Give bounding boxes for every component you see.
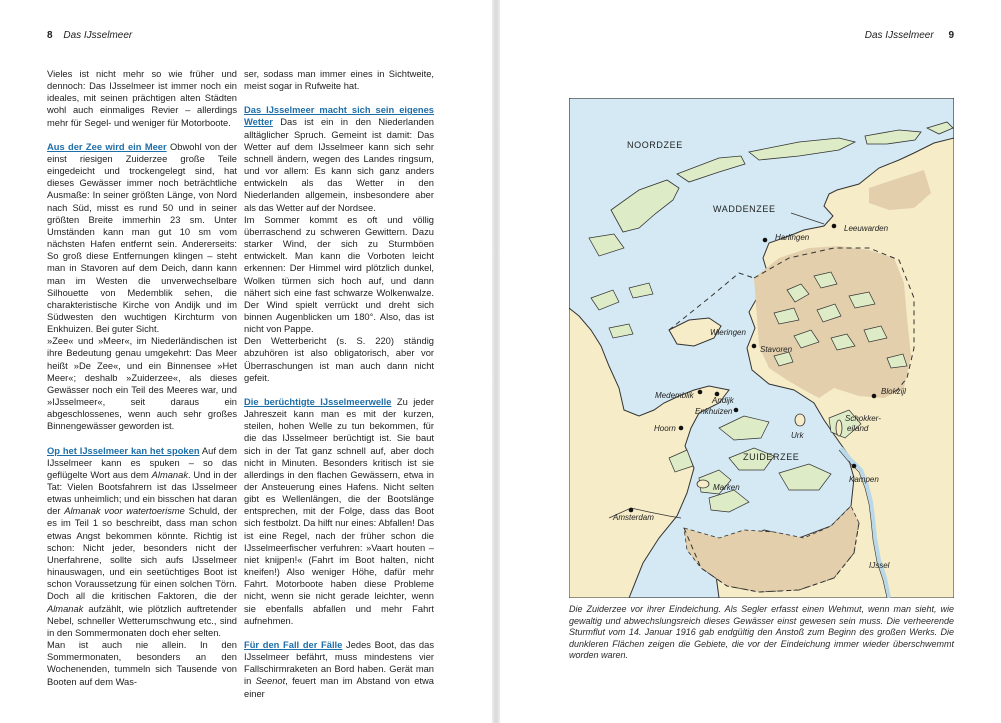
page-number-left: 8 xyxy=(47,30,53,41)
town-marker-enkhuizen xyxy=(734,408,739,413)
map-label-schokkereiland-2: eiland xyxy=(847,424,869,433)
italic-text: Almanak voor watertoerisme xyxy=(64,506,185,517)
paragraph xyxy=(244,639,434,700)
section-heading: Für den Fall der Fälle xyxy=(244,639,343,650)
map-label-schokkereiland-1: Schokker- xyxy=(845,414,881,423)
map-label-blokzijl: Blokzijl xyxy=(881,387,906,396)
page-number-right: 9 xyxy=(948,30,954,41)
town-marker-leeuwarden xyxy=(832,224,837,229)
map-label-waddenzee: WADDENZEE xyxy=(713,204,776,214)
map-label-wieringen: Wieringen xyxy=(710,328,746,337)
paragraph-text: aufzählt, wie plötzlich auftretender Nebel, schneller Wetterumschwung etc., sind in den Sommermonaten doch eher selten. xyxy=(47,603,237,638)
town-marker-hoorn xyxy=(679,426,684,431)
book-gutter xyxy=(492,0,500,723)
map-label-stavoren: Stavoren xyxy=(760,345,793,354)
paragraph-text: Auf dem IJsselmeer kann es spuken – so das geflügelte Wort aus dem xyxy=(47,445,237,480)
section-heading: Die berüchtigte IJsselmeerwelle xyxy=(244,396,392,407)
paragraph: Im Sommer kommt es oft und völlig überraschend zu schweren Gewittern. Dazu starker Wind, der sich zu Sturmböen entwickelt. Man kann die Vorboten leicht erkennen: Der Himmel wird plötzlich dunkel, Wolken türmen sich hoch auf, und dann nähert sich eine fast schwarze Wolkenwalze. Der Wind spielt verrückt und dreht sich binnen Augenblicken um 180°. Also, das ist nicht von Pappe. xyxy=(244,214,434,335)
map-label-kampen: Kampen xyxy=(849,475,879,484)
town-marker-kampen xyxy=(852,464,857,469)
paragraph-text: , feuert man im Abstand von etwa einer xyxy=(244,676,434,699)
map-label-medemblik: Medemblik xyxy=(655,391,694,400)
paragraph xyxy=(47,141,237,336)
map-label-zuiderzee: ZUIDERZEE xyxy=(743,452,800,462)
running-title-left: Das IJsselmeer xyxy=(63,30,133,41)
town-marker-blokzijl xyxy=(872,394,877,399)
right-page xyxy=(500,0,1001,723)
paragraph-text: Zu jeder Jahreszeit kann man es mit der kurzen, steilen, hohen Welle zu tun bekommen, für die das IJsselmeer berüchtigt ist. Sie baut sich in der Tat ganz schnell auf, aber doch nicht in Minuten. Besonders kritisch ist sie allerdings in den flachen Gewässern, etwa in der Ansteuerung eines Hafens. Nicht selten gibt es Wellenlängen, die der Bootslänge entsprechen, mit der Folge, dass das Boot sich festbolzt. Da hilft nur eines: Abfallen! Das ist eine Regel, nach der früher schon die IJsselmeerfischer verfuhren: »Vaart houten – niet knijpen!« (Fahrt im Boot halten, nicht kneifen!) Also weniger Höhe, dafür mehr Fahrt. Motorboote haben diese Probleme nicht, wenn sie nicht gerade leichter, wenn sie ebenfalls abfallen und mehr Fahrt aufnehmen. xyxy=(244,396,434,626)
map-label-ijssel: IJssel xyxy=(869,561,890,570)
italic-text: Almanak xyxy=(151,469,188,480)
section-heading: Op het IJsselmeer kan het spoken xyxy=(47,445,200,456)
zuiderzee-map xyxy=(569,98,954,598)
map-label-enkhuizen: Enkhuizen xyxy=(695,407,733,416)
paragraph-text: Obwohl von der einst riesigen Zuiderzee große Teile eingedeicht und trockengelegt sind, hat dieses Gewässer immer noch beträchtliche Ausmaße: In seiner größten Länge, von Nord nach Süd, misst es rund 50 und in seiner größten Breite immerhin 23 sm. Unter Umständen kann man gut 10 sm vom nächsten Hafen entfernt sein. Andererseits: So groß diese Entfernungen klingen – steht man in Stavoren auf dem Deich, dann kann man im Westen die unverwechselbare Silhouette von Medemblik sehen, die charakteristische Kirche von Andijk und im Südwesten den wuchtigen Kirchturm von Enkhuizen. Bei guter Sicht. xyxy=(47,141,237,335)
running-head-right xyxy=(865,30,954,41)
paragraph: Den Wetterbericht (s. S. 220) ständig abzuhören ist also obligatorisch, aber vor Überraschungen ist man auch dann nicht gefeit. xyxy=(244,336,434,383)
italic-text: Almanak xyxy=(47,603,84,614)
town-marker-amsterdam xyxy=(629,508,634,513)
running-title-right: Das IJsselmeer xyxy=(864,30,934,41)
section-heading: Das IJsselmeer macht sich sein eigenes Wetter xyxy=(244,105,434,128)
paragraph: Man ist auch nie allein. In den Sommermonaten, besonders an den Wochenenden, tummeln sich Tausende von Booten auf dem Was- xyxy=(47,640,237,687)
map-island-marken xyxy=(697,480,709,488)
map-label-leeuwarden: Leeuwarden xyxy=(844,224,889,233)
town-marker-harlingen xyxy=(763,238,768,243)
paragraph-text: . Und in der Tat: Vielen Bootsfahrern ist das IJsselmeer etwas unheimlich; und ein bisschen hat daran der xyxy=(47,469,237,517)
map-label-amsterdam: Amsterdam xyxy=(613,513,654,522)
section-heading: Aus der Zee wird ein Meer xyxy=(47,141,167,152)
paragraph: Vieles ist nicht mehr so wie früher und dennoch: Das IJsselmeer ist immer noch ein ideales, mit seinen prächtigen alten Städten wohl auch einmaliges Revier – allerdings mehr für Segel- und weniger für Motorboote. xyxy=(47,69,237,128)
paragraph-text: Schuld, der es im Teil 1 so beschreibt, dass man schon etwas Angst bekommen könnte. Richtig ist schon: Nicht jeder, besonders nicht der Unerfahrene, sollte sich aufs IJsselmeer hinauswagen, und ein seetüchtiges Boot ist schon Voraussetzung für einen solchen Törn. Doch all die kritischen Faktoren, die der xyxy=(47,506,237,602)
map-label-hoorn: Hoorn xyxy=(654,424,676,433)
paragraph-text: Das ist ein in den Niederlanden alltäglicher Spruch. Gemeint ist damit: Das Wetter auf dem IJsselmeer kann sich sehr schnell ändern, wegen des Landes ringsum, und vor allem: Es kann sich ganz anders entwickeln als das Wetter in den Niederlanden allgemein, insbesondere aber als das Wetter auf der Nordsee. xyxy=(244,117,434,213)
left-page xyxy=(0,0,492,723)
text-column-2 xyxy=(244,68,434,700)
town-marker-stavoren xyxy=(752,344,757,349)
paragraph: ser, sodass man immer eines in Sichtweite, meist sogar in Rufweite hat. xyxy=(244,69,434,92)
map-island-schokkereiland xyxy=(836,420,842,436)
paragraph xyxy=(47,445,237,640)
text-column-1 xyxy=(47,68,237,688)
paragraph xyxy=(244,396,434,627)
paragraph-text: Jedes Boot, das das IJsselmeer befährt, muss mindestens vier Fallschirmraketen an Bord haben. Gerät man in xyxy=(244,639,434,687)
map-label-harlingen: Harlingen xyxy=(775,233,810,242)
paragraph: »Zee« und »Meer«, im Niederländischen ist ihre Bedeutung genau umgekehrt: Das Meer heißt »De Zee«, und ein Binnensee »Het Meer«; deshalb »Zuiderzee«, als dieses Gewässer noch ein Teil des Meeres war, und »IJsselmeer«, seit daraus ein abgeschlossenes, wenn auch sehr großes Binnengewässer geworden ist. xyxy=(47,336,237,432)
map-label-marken: Marken xyxy=(713,483,740,492)
map-island-urk xyxy=(795,414,805,426)
italic-text: Seenot xyxy=(255,676,286,687)
map-label-andijk: Andijk xyxy=(712,396,734,405)
map-label-urk: Urk xyxy=(791,431,804,440)
running-head-left xyxy=(47,30,132,41)
town-marker-medemblik xyxy=(698,390,703,395)
paragraph xyxy=(244,104,434,213)
map-caption: Die Zuiderzee vor ihrer Eindeichung. Als Segler erfasst einen Wehmut, wenn man sieht, wie gewaltig und abwechslungsreich dieses Gewässer einst gewesen sein muss. Die verheerende Sturmflut vom 14. Januar 1916 gab endgültig den Anstoß zum Beginn des großen Werks. Die dunkleren Flächen zeigen die Gebiete, die vor der Eindeichung immer wieder überschwemmt worden waren. xyxy=(569,604,954,660)
map-label-noordzee: NOORDZEE xyxy=(627,140,683,150)
